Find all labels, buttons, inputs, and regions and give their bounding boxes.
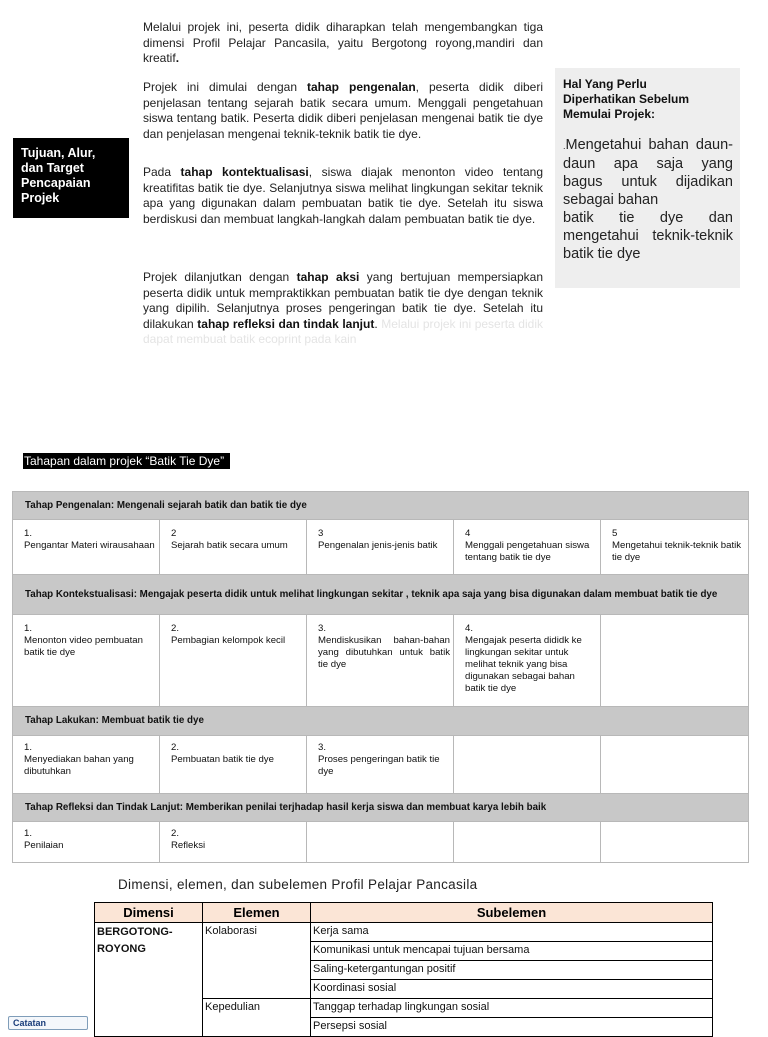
stage-cell-number: 1.: [24, 828, 33, 839]
subelement: Persepsi sosial: [311, 1018, 713, 1037]
subelement: Kerja sama: [311, 923, 713, 942]
stage-row: [13, 736, 749, 794]
stage-cell: [13, 615, 160, 707]
stage-cell-text: Mendiskusikan bahan-bahan yang dibutuhkan untuk batik tie dye: [318, 635, 450, 670]
stage-cell-number: 3: [318, 528, 324, 539]
element-name: Kolaborasi: [203, 923, 311, 999]
subelement: Komunikasi untuk mencapai tujuan bersama: [311, 942, 713, 961]
note-body: [563, 136, 733, 263]
stage-cell-text: Pengenalan jenis-jenis batik: [318, 540, 438, 551]
intro-paragraph-1: [143, 20, 543, 67]
element-name: Kepedulian: [203, 999, 311, 1037]
stage-cell-text: Penilaian: [24, 840, 64, 851]
stage-cell: [307, 736, 454, 794]
stage-cell-number: 3.: [318, 623, 327, 634]
section-label-line: dan Target: [21, 161, 84, 175]
stage-cell-text: Menggali pengetahuan siswa tentang batik tie dye: [465, 540, 590, 563]
intro-text: .: [374, 316, 378, 331]
dimension-header: Subelemen: [311, 903, 713, 923]
stages-heading: Tahapan dalam projek “Batik Tie Dye”: [23, 453, 230, 469]
intro-bold: .: [175, 51, 180, 66]
stage-header: Tahap Kontekstualisasi: Mengajak peserta didik untuk melihat lingkungan sekitar , teknik apa saja yang bisa digunakan dalam membuat batik tie dye: [13, 575, 749, 615]
section-label: [13, 138, 129, 218]
stage-cell: [601, 520, 749, 575]
note-dot: .: [563, 141, 566, 151]
stage-cell-number: 2.: [171, 623, 180, 634]
stage-header: Tahap Refleksi dan Tindak Lanjut: Memberikan penilai terjhadap hasil kerja siswa dan membuat karya lebih baik: [13, 794, 749, 822]
stage-cell-number: 4.: [465, 623, 474, 634]
stage-cell: [454, 615, 601, 707]
stage-cell: [601, 615, 749, 707]
stage-header-row: [13, 575, 749, 615]
note-title-line: Diperhatikan Sebelum: [563, 92, 690, 106]
intro-text: Melalui projek ini, peserta didik diharapkan telah mengembangkan tiga dimensi Profil Pelajar Pancasila, yaitu Bergotong royong,mandiri dan kreatif: [143, 20, 543, 66]
intro-text: yang bertujuan mempersiapkan peserta didik untuk mempraktikkan pembuatan batik tie dye dengan teknik yang dipilih. Selanjutnya proses pengeringan batik tie dye. Setelah itu dilakukan: [143, 270, 544, 331]
stage-cell-number: 2.: [171, 828, 180, 839]
stage-cell-text: Menyediakan bahan yang dibutuhkan: [24, 754, 134, 777]
stage-header-row: [13, 707, 749, 736]
stage-cell: [601, 822, 749, 863]
stage-cell: [160, 736, 307, 794]
stage-cell-text: Mengajak peserta dididk ke lingkungan sekitar untuk melihat teknik yang bisa digunakan sebagai bahan batik tie dye: [465, 635, 582, 694]
stage-cell-text: Proses pengeringan batik tie dye: [318, 754, 440, 777]
intro-paragraph-4: [143, 270, 543, 348]
note-title-line: Hal Yang Perlu: [563, 77, 647, 91]
stage-cell-text: Pengantar Materi wirausahaan: [24, 540, 155, 551]
stage-cell: [13, 736, 160, 794]
stage-row: [13, 520, 749, 575]
intro-text: , peserta didik diberi penjelasan tentang sejarah batik secara umum. Menggali pengetahuan siswa tentang batik. Peserta didik diberi penjelasan mengenai batik tie dye dan penjelasan mengenai teknik-teknik batik tie dye.: [143, 80, 543, 141]
subelement: Koordinasi sosial: [311, 980, 713, 999]
stage-cell: [307, 520, 454, 575]
stage-cell-text: Sejarah batik secara umum: [171, 540, 288, 551]
stage-cell: [13, 520, 160, 575]
intro-text: , siswa diajak menonton video tentang kreatifitas batik tie dye. Selanjutnya siswa melihat lingkungan sekitar teknik apa yang digunakan dalam pembuatan batik tie dye. Setelah itu siswa berdiskusi dan membuat langkah-langkah dalam pembuatan batik tie dye.: [143, 165, 543, 226]
stage-cell-number: 1.: [24, 623, 33, 634]
dimension-caption: Dimensi, elemen, dan subelemen Profil Pelajar Pancasila: [118, 877, 478, 892]
stage-header: Tahap Pengenalan: Mengenali sejarah batik dan batik tie dye: [13, 492, 749, 520]
stages-table: [12, 491, 749, 863]
intro-text: Pada: [143, 165, 181, 179]
stage-header: Tahap Lakukan: Membuat batik tie dye: [13, 707, 749, 736]
note-title: [563, 77, 733, 122]
section-label-line: Tujuan, Alur,: [21, 146, 96, 160]
intro-paragraph-2: [143, 80, 543, 142]
stage-cell-text: Pembagian kelompok kecil: [171, 635, 286, 646]
stage-cell: [307, 822, 454, 863]
note-text: batik tie dye dan mengetahui teknik-teknik batik tie dye: [563, 210, 733, 262]
stage-cell: [454, 736, 601, 794]
stage-cell-text: Mengetahui teknik-teknik batik tie dye: [612, 540, 742, 563]
stage-cell-number: 1.: [24, 742, 33, 753]
dimension-header-row: [95, 903, 713, 923]
stage-cell-text: Refleksi: [171, 840, 206, 851]
stage-cell-number: 4: [465, 528, 471, 539]
intro-bold: tahap aksi: [296, 270, 360, 284]
section-label-line: Projek: [21, 191, 60, 205]
stage-cell-number: 1.: [24, 528, 33, 539]
stage-cell-number: 3.: [318, 742, 327, 753]
section-label-line: Pencapaian: [21, 176, 91, 190]
stage-header-row: [13, 794, 749, 822]
stage-cell: [454, 520, 601, 575]
notes-tab[interactable]: Catatan: [8, 1016, 88, 1030]
stage-cell: [307, 615, 454, 707]
dimension-header: Elemen: [203, 903, 311, 923]
intro-bold: tahap refleksi dan tindak lanjut: [197, 316, 375, 331]
stage-cell-number: 2: [171, 528, 177, 539]
stage-cell: [601, 736, 749, 794]
stage-cell: [454, 822, 601, 863]
stage-cell-text: Pembuatan batik tie dye: [171, 754, 274, 765]
stage-row: [13, 615, 749, 707]
stage-cell: [13, 822, 160, 863]
stage-cell-number: 2.: [171, 742, 180, 753]
stage-header-row: [13, 492, 749, 520]
intro-bold: tahap pengenalan: [307, 80, 416, 94]
stage-row: [13, 822, 749, 863]
stage-cell: [160, 822, 307, 863]
intro-text: Projek ini dimulai dengan: [143, 80, 307, 94]
note-text: Mengetahui bahan daun-daun apa saja yang bagus untuk dijadikan sebagai bahan: [563, 137, 733, 208]
subelement: Saling-ketergantungan positif: [311, 961, 713, 980]
intro-paragraph-3: [143, 165, 543, 227]
note-box: [555, 68, 740, 288]
intro-text: Projek dilanjutkan dengan: [143, 270, 297, 284]
dimension-table: [94, 902, 713, 1037]
intro-faded-text: Melalui projek ini peserta didik dapat membuat batik ecoprint pada kain: [143, 316, 543, 347]
stage-cell: [160, 520, 307, 575]
stage-cell-number: 5: [612, 528, 618, 539]
stage-cell: [160, 615, 307, 707]
intro-bold: tahap kontektualisasi: [180, 165, 309, 179]
note-title-line: Memulai Projek:: [563, 107, 656, 121]
subelement: Tanggap terhadap lingkungan sosial: [311, 999, 713, 1018]
dimension-header: Dimensi: [95, 903, 203, 923]
dimension-name: BERGOTONG-ROYONG: [95, 923, 203, 1037]
stage-cell-text: Menonton video pembuatan batik tie dye: [24, 635, 143, 658]
dimension-row: [95, 923, 713, 942]
